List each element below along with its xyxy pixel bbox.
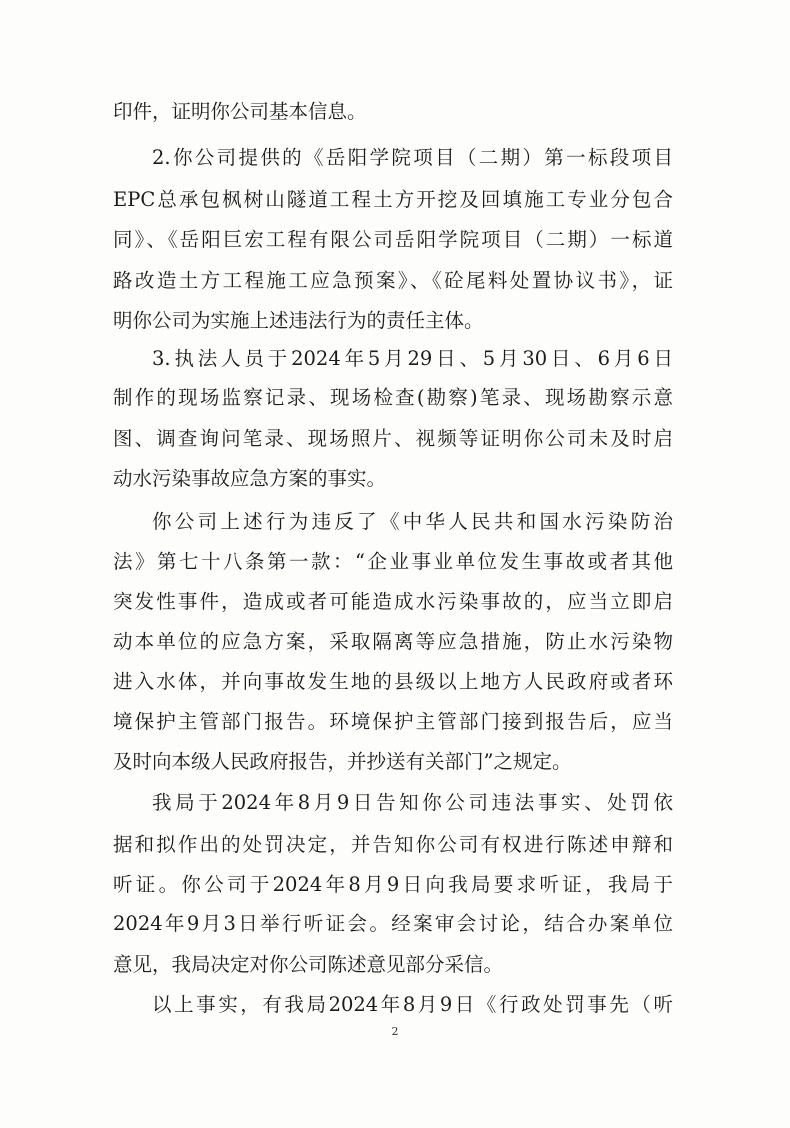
- text-line: 听证。你公司于2024年8月9日向我局要求听证，我局于: [113, 873, 673, 896]
- text-line: 据和拟作出的处罚决定，并告知你公司有权进行陈述申辩和: [113, 833, 673, 856]
- text-line: 图、调查询问笔录、现场照片、视频等证明你公司未及时启: [113, 427, 673, 450]
- text-line: 3.执法人员于2024年5月29日、5月30日、6月6日: [152, 347, 673, 370]
- text-line: 印件，证明你公司基本信息。: [113, 100, 367, 123]
- text-line: 同》、《岳阳巨宏工程有限公司岳阳学院项目（二期）一标道: [113, 228, 673, 251]
- text-line: 我局于2024年8月9日告知你公司违法事实、处罚依: [152, 791, 673, 814]
- text-line: 以上事实，有我局2024年8月9日《行政处罚事先（听: [152, 993, 673, 1016]
- text-line: 你公司上述行为违反了《中华人民共和国水污染防治: [152, 510, 673, 533]
- text-line: 动本单位的应急方案，采取隔离等应急措施，防止水污染物: [113, 630, 673, 653]
- text-line: 及时向本级人民政府报告，并抄送有关部门”之规定。: [113, 750, 572, 773]
- text-line: 路改造土方工程施工应急预案》、《砼尾料处置协议书》，证: [113, 269, 673, 292]
- text-line: 动水污染事故应急方案的事实。: [113, 467, 387, 490]
- text-line: 突发性事件，造成或者可能造成水污染事故的，应当立即启: [113, 590, 673, 613]
- text-line: 境保护主管部门报告。环境保护主管部门接到报告后，应当: [113, 710, 673, 733]
- text-line: EPC总承包枫树山隧道工程土方开挖及回填施工专业分包合: [113, 188, 673, 211]
- text-line: 2.你公司提供的《岳阳学院项目（二期）第一标段项目: [152, 146, 673, 169]
- text-line: 明你公司为实施上述违法行为的责任主体。: [113, 309, 484, 332]
- text-line: 制作的现场监察记录、现场检查(勘察)笔录、现场勘察示意: [113, 386, 673, 409]
- text-line: 意见，我局决定对你公司陈述意见部分采信。: [113, 953, 504, 976]
- page-number: 2: [391, 1025, 399, 1038]
- text-line: 进入水体，并向事故发生地的县级以上地方人民政府或者环: [113, 670, 673, 693]
- text-line: 2024年9月3日举行听证会。经案审会讨论，结合办案单位: [113, 912, 673, 935]
- text-line: 法》第七十八条第一款：“企业事业单位发生事故或者其他: [113, 550, 673, 573]
